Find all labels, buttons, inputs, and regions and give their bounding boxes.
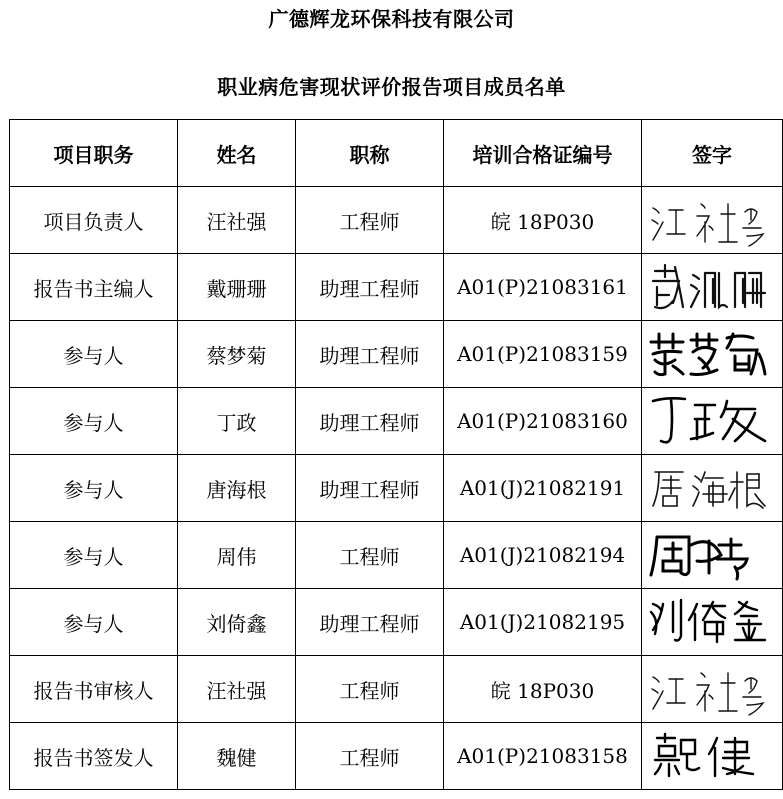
cell-title: 助理工程师 xyxy=(296,388,444,455)
cell-title: 工程师 xyxy=(296,522,444,589)
cell-cert: 皖 18P030 xyxy=(444,656,642,723)
table-row xyxy=(10,723,783,790)
company-name: 广德辉龙环保科技有限公司 xyxy=(268,7,515,31)
handwritten-signature xyxy=(647,659,777,719)
cell-role: 报告书签发人 xyxy=(10,723,178,790)
table-row xyxy=(10,321,783,388)
table-row xyxy=(10,522,783,589)
cell-role: 项目负责人 xyxy=(10,187,178,254)
handwritten-signature xyxy=(647,458,777,518)
cell-name: 刘倚鑫 xyxy=(178,589,296,656)
table-row xyxy=(10,254,783,321)
cell-name: 汪社强 xyxy=(178,656,296,723)
cell-title: 助理工程师 xyxy=(296,321,444,388)
cell-title: 助理工程师 xyxy=(296,455,444,522)
table-row xyxy=(10,388,783,455)
cell-name: 魏健 xyxy=(178,723,296,790)
cell-title: 助理工程师 xyxy=(296,589,444,656)
signature-cell xyxy=(642,589,783,656)
cell-title: 工程师 xyxy=(296,656,444,723)
table-row xyxy=(10,589,783,656)
cell-role: 参与人 xyxy=(10,589,178,656)
cell-name: 唐海根 xyxy=(178,455,296,522)
cell-title: 工程师 xyxy=(296,187,444,254)
signature-cell xyxy=(642,656,783,723)
cell-role: 参与人 xyxy=(10,522,178,589)
handwritten-signature xyxy=(647,257,777,317)
table-header-row xyxy=(10,120,783,187)
handwritten-signature xyxy=(647,391,777,451)
cell-cert: A01(P)21083161 xyxy=(444,254,642,321)
cell-role: 报告书审核人 xyxy=(10,656,178,723)
signature-cell xyxy=(642,522,783,589)
cell-cert: A01(P)21083159 xyxy=(444,321,642,388)
cell-name: 周伟 xyxy=(178,522,296,589)
cell-role: 参与人 xyxy=(10,388,178,455)
cell-cert: A01(P)21083158 xyxy=(444,723,642,790)
handwritten-signature xyxy=(647,324,777,384)
table-row xyxy=(10,187,783,254)
signature-cell xyxy=(642,321,783,388)
cell-title: 助理工程师 xyxy=(296,254,444,321)
signature-cell xyxy=(642,455,783,522)
signature-cell xyxy=(642,187,783,254)
column-header-cert: 培训合格证编号 xyxy=(444,120,642,187)
member-table xyxy=(9,119,783,790)
cell-title: 工程师 xyxy=(296,723,444,790)
signature-cell xyxy=(642,388,783,455)
cell-role: 参与人 xyxy=(10,455,178,522)
signature-cell xyxy=(642,723,783,790)
cell-cert: 皖 18P030 xyxy=(444,187,642,254)
cell-name: 戴珊珊 xyxy=(178,254,296,321)
column-header-role: 项目职务 xyxy=(10,120,178,187)
document-title: 职业病危害现状评价报告项目成员名单 xyxy=(217,75,566,99)
cell-name: 丁政 xyxy=(178,388,296,455)
cell-cert: A01(P)21083160 xyxy=(444,388,642,455)
handwritten-signature xyxy=(647,726,777,786)
table-row xyxy=(10,656,783,723)
cell-role: 报告书主编人 xyxy=(10,254,178,321)
column-header-name: 姓名 xyxy=(178,120,296,187)
handwritten-signature xyxy=(647,592,777,652)
cell-cert: A01(J)21082194 xyxy=(444,522,642,589)
cell-name: 蔡梦菊 xyxy=(178,321,296,388)
cell-name: 汪社强 xyxy=(178,187,296,254)
column-header-title: 职称 xyxy=(296,120,444,187)
column-header-signature: 签字 xyxy=(642,120,783,187)
cell-role: 参与人 xyxy=(10,321,178,388)
signature-cell xyxy=(642,254,783,321)
cell-cert: A01(J)21082191 xyxy=(444,455,642,522)
handwritten-signature xyxy=(647,525,777,585)
table-row xyxy=(10,455,783,522)
handwritten-signature xyxy=(647,190,777,250)
cell-cert: A01(J)21082195 xyxy=(444,589,642,656)
